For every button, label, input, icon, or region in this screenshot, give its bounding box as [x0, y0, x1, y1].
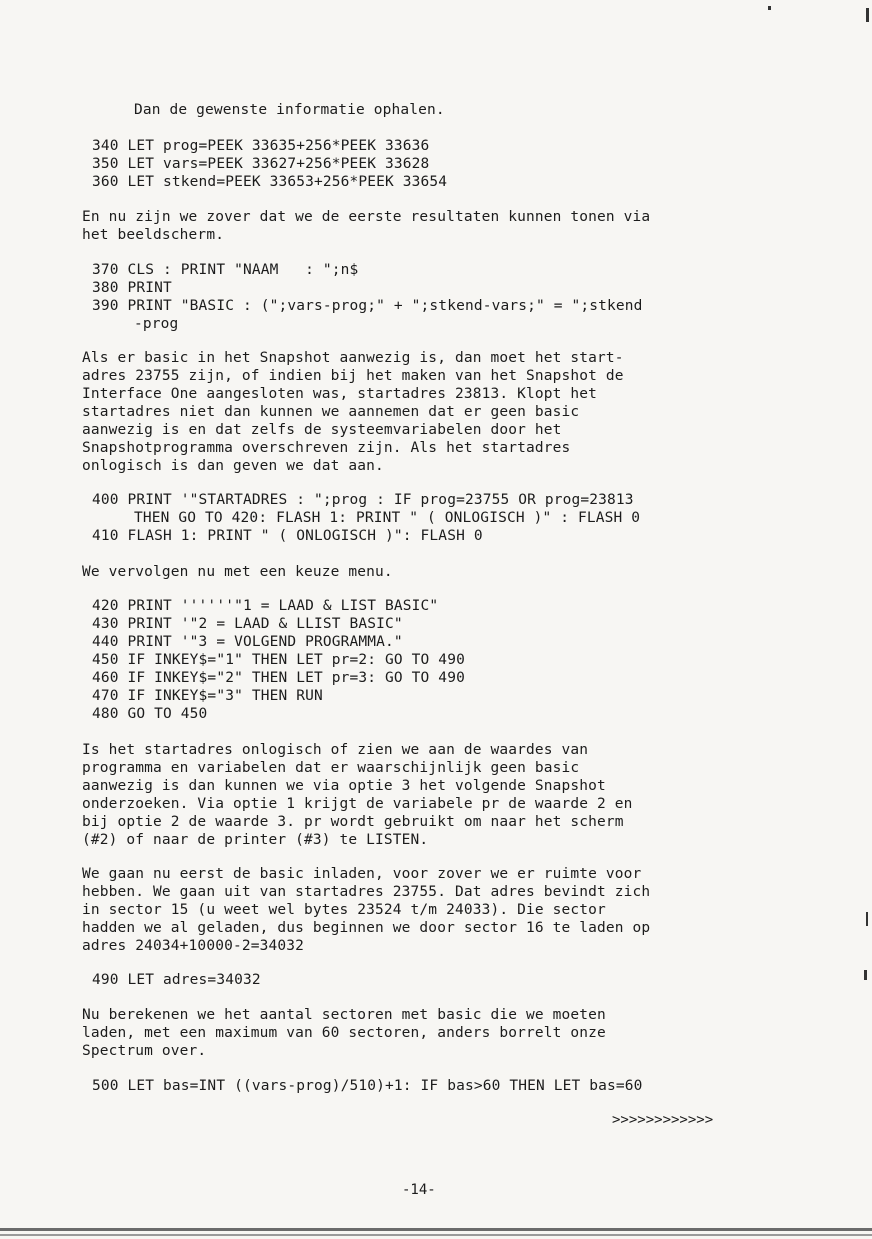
paragraph-line: We gaan nu eerst de basic inladen, voor zover we er ruimte voor — [82, 866, 642, 882]
code-line-360: 360 LET stkend=PEEK 33653+256*PEEK 33654 — [92, 174, 448, 190]
paragraph-line: (#2) of naar de printer (#3) te LISTEN. — [82, 832, 429, 848]
paragraph-line: laden, met een maximum van 60 sectoren, anders borrelt onze — [82, 1025, 606, 1041]
paragraph-line: onlogisch is dan geven we dat aan. — [82, 458, 384, 474]
paragraph-line: hebben. We gaan uit van startadres 23755. Dat adres bevindt zich — [82, 884, 651, 900]
continuation-marker: >>>>>>>>>>>> — [612, 1112, 714, 1128]
code-line-420: 420 PRINT ''''''"1 = LAAD & LIST BASIC" — [92, 598, 439, 614]
code-line-440: 440 PRINT '"3 = VOLGEND PROGRAMMA." — [92, 634, 403, 650]
code-line-410: 410 FLASH 1: PRINT " ( ONLOGISCH )": FLASH 0 — [92, 528, 483, 544]
code-line-400-cont: THEN GO TO 420: FLASH 1: PRINT " ( ONLOGISCH )" : FLASH 0 — [134, 510, 641, 526]
paragraph-line: bij optie 2 de waarde 3. pr wordt gebruikt om naar het scherm — [82, 814, 624, 830]
paragraph-line: Snapshotprogramma overschreven zijn. Als het startadres — [82, 440, 571, 456]
paragraph-line: Spectrum over. — [82, 1043, 207, 1059]
paragraph-line: het beeldscherm. — [82, 227, 225, 243]
bottom-scan-edge — [0, 1228, 872, 1231]
code-line-390: 390 PRINT "BASIC : (";vars-prog;" + ";stkend-vars;" = ";stkend — [92, 298, 643, 314]
bottom-scan-edge — [0, 1234, 872, 1236]
code-line-450: 450 IF INKEY$="1" THEN LET pr=2: GO TO 490 — [92, 652, 465, 668]
scan-mark — [768, 6, 771, 10]
paragraph-line: En nu zijn we zover dat we de eerste resultaten kunnen tonen via — [82, 209, 651, 225]
paragraph-line: startadres niet dan kunnen we aannemen dat er geen basic — [82, 404, 580, 420]
paragraph-line: onderzoeken. Via optie 1 krijgt de variabele pr de waarde 2 en — [82, 796, 633, 812]
paragraph-line: adres 24034+10000-2=34032 — [82, 938, 304, 954]
paragraph-line: Is het startadres onlogisch of zien we aan de waardes van — [82, 742, 589, 758]
code-line-400: 400 PRINT '"STARTADRES : ";prog : IF prog=23755 OR prog=23813 — [92, 492, 634, 508]
code-line-370: 370 CLS : PRINT "NAAM : ";n$ — [92, 262, 359, 278]
code-line-340: 340 LET prog=PEEK 33635+256*PEEK 33636 — [92, 138, 430, 154]
code-line-380: 380 PRINT — [92, 280, 172, 296]
paragraph-line: Als er basic in het Snapshot aanwezig is, dan moet het start- — [82, 350, 624, 366]
paragraph-line: Nu berekenen we het aantal sectoren met basic die we moeten — [82, 1007, 606, 1023]
code-line-470: 470 IF INKEY$="3" THEN RUN — [92, 688, 323, 704]
paragraph-line: in sector 15 (u weet wel bytes 23524 t/m 24033). Die sector — [82, 902, 606, 918]
paragraph-line: adres 23755 zijn, of indien bij het maken van het Snapshot de — [82, 368, 624, 384]
paragraph-line: hadden we al geladen, dus beginnen we door sector 16 te laden op — [82, 920, 651, 936]
scan-mark — [864, 970, 867, 980]
code-line-460: 460 IF INKEY$="2" THEN LET pr=3: GO TO 490 — [92, 670, 465, 686]
intro-text: Dan de gewenste informatie ophalen. — [134, 102, 445, 118]
paragraph-line: aanwezig is en dat zelfs de systeemvariabelen door het — [82, 422, 562, 438]
paragraph-line: Interface One aangesloten was, startadres 23813. Klopt het — [82, 386, 598, 402]
scan-mark — [866, 8, 869, 22]
page-number: -14- — [402, 1182, 436, 1198]
code-line-350: 350 LET vars=PEEK 33627+256*PEEK 33628 — [92, 156, 430, 172]
code-line-490: 490 LET adres=34032 — [92, 972, 261, 988]
paragraph-line: aanwezig is dan kunnen we via optie 3 het volgende Snapshot — [82, 778, 606, 794]
code-line-390-cont: -prog — [134, 316, 179, 332]
scan-mark — [866, 912, 868, 926]
code-line-500: 500 LET bas=INT ((vars-prog)/510)+1: IF bas>60 THEN LET bas=60 — [92, 1078, 643, 1094]
code-line-430: 430 PRINT '"2 = LAAD & LLIST BASIC" — [92, 616, 403, 632]
paragraph-line: programma en variabelen dat er waarschijnlijk geen basic — [82, 760, 580, 776]
paragraph-line: We vervolgen nu met een keuze menu. — [82, 564, 393, 580]
code-line-480: 480 GO TO 450 — [92, 706, 208, 722]
